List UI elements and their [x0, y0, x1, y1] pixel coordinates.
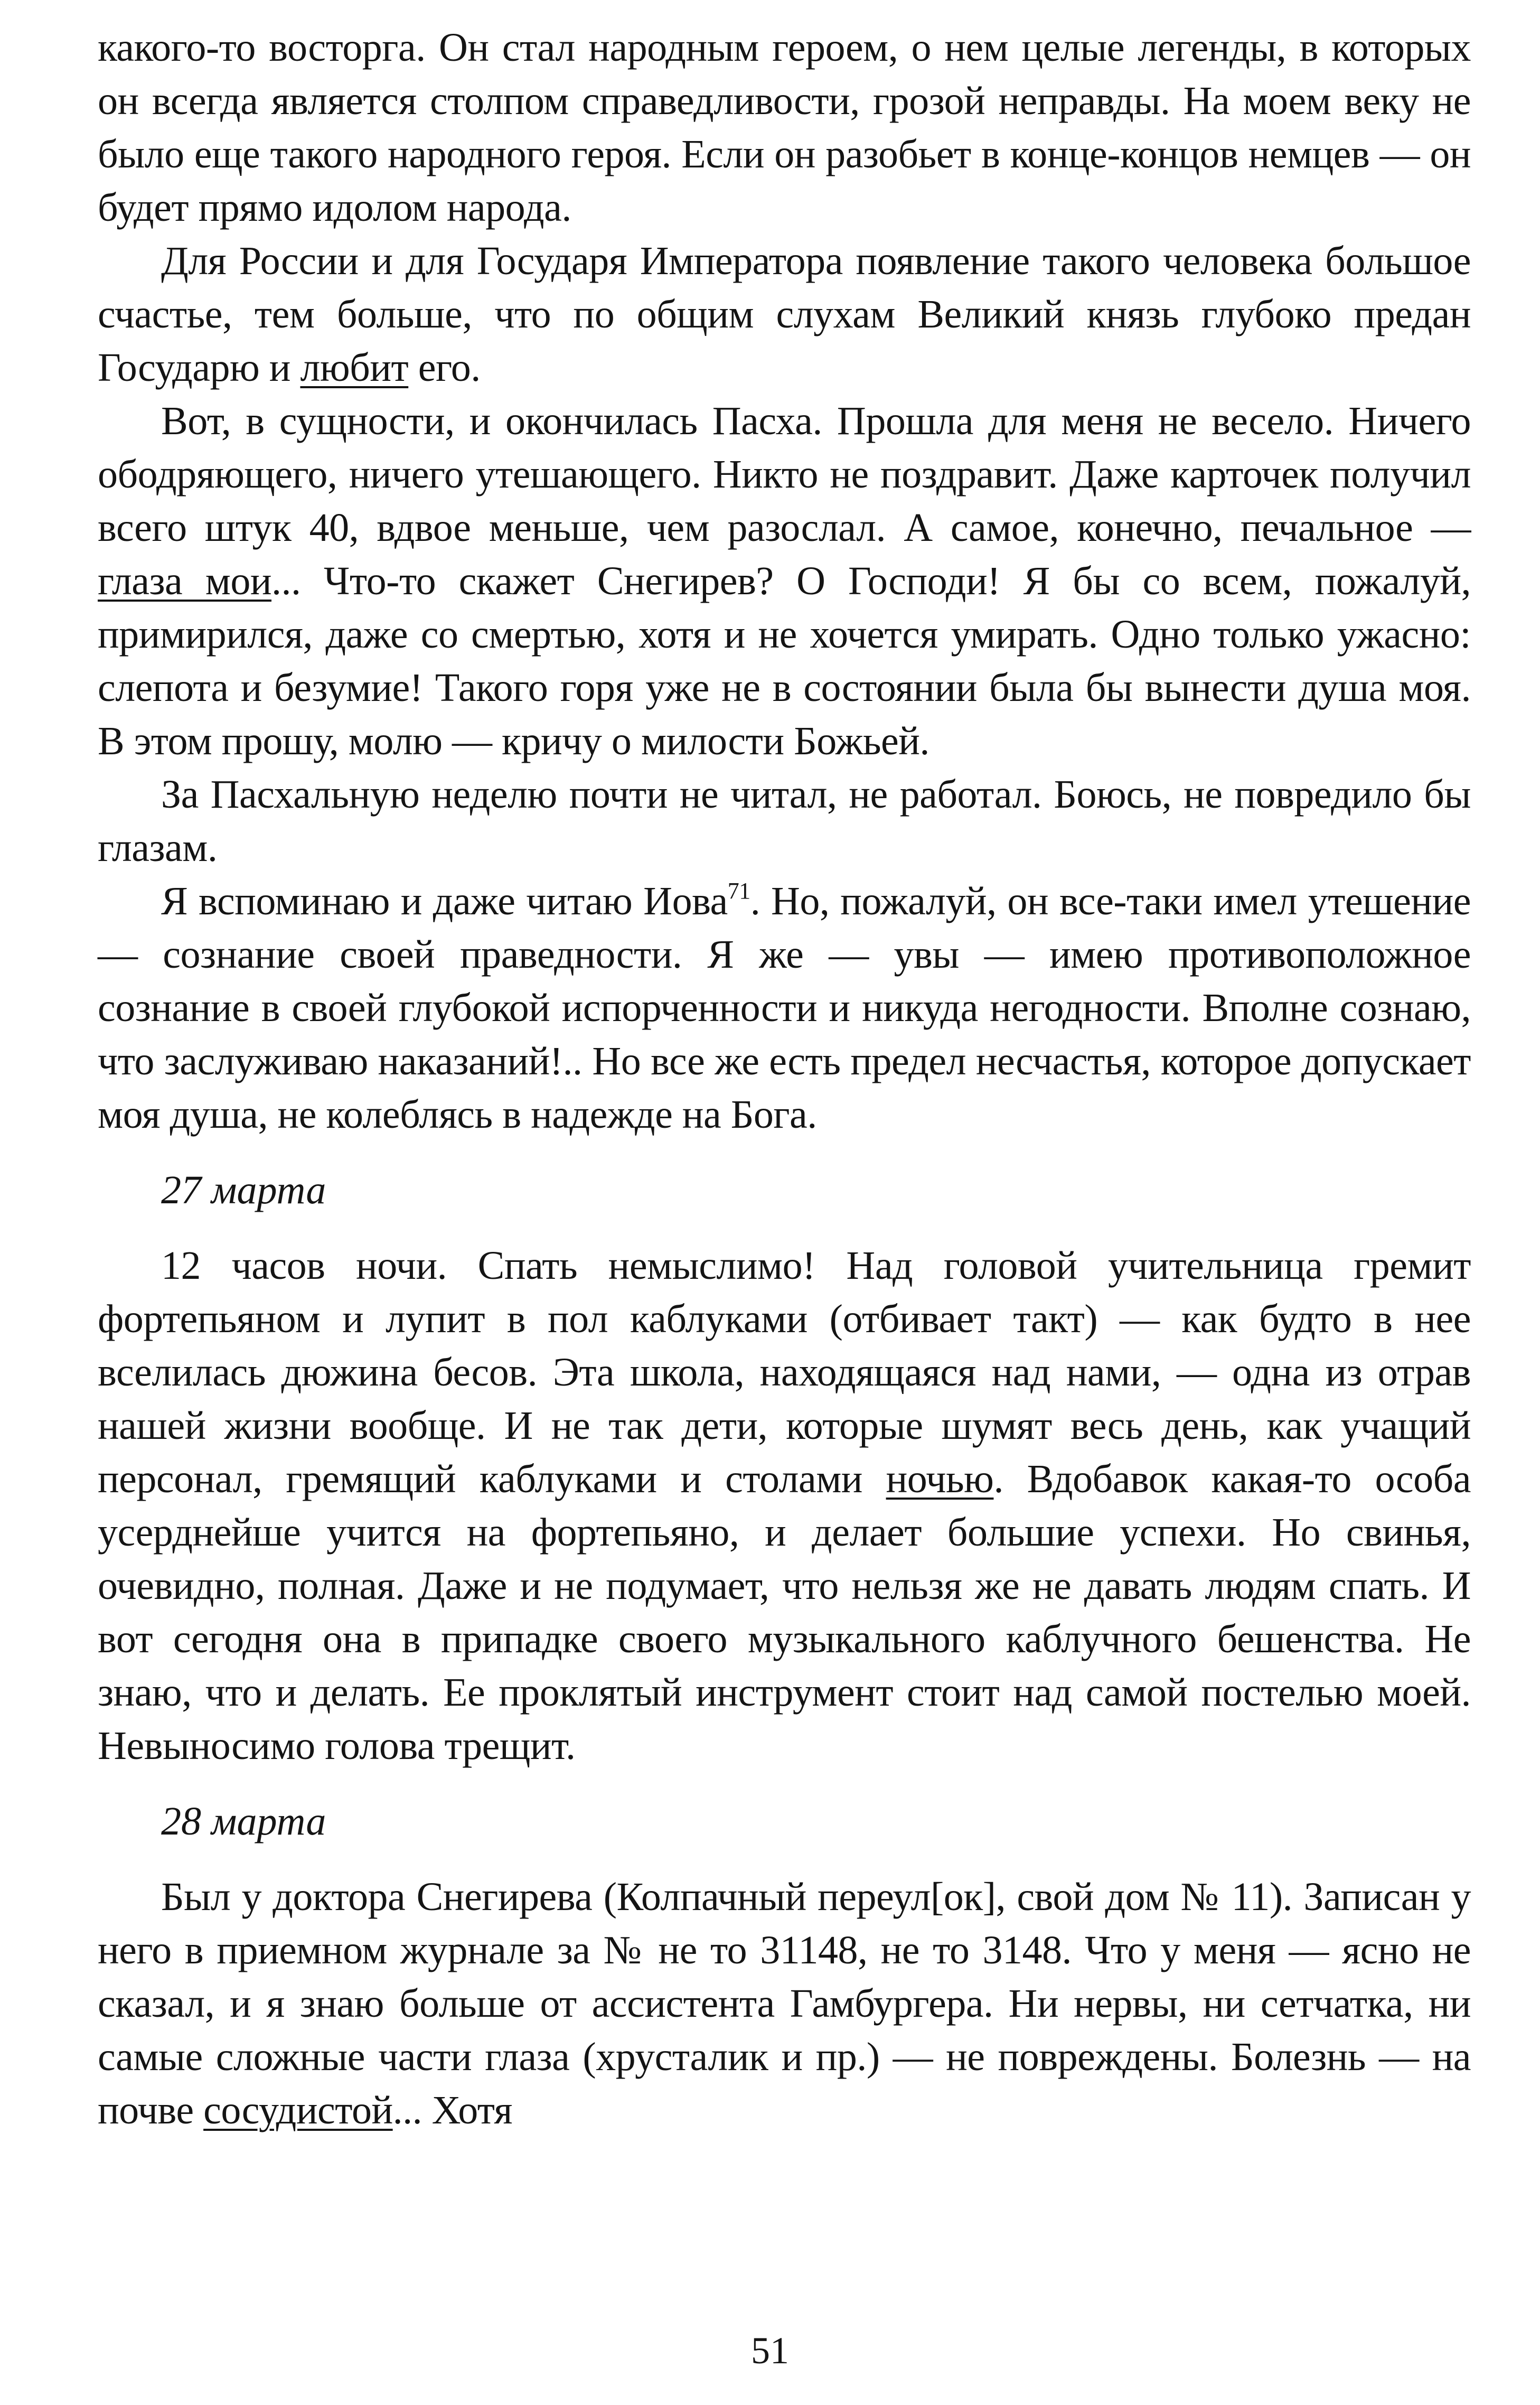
paragraph-6-text-a: 12 часов ночи. Спать немыслимо! Над головой учительница гремит фортепьяном и лупит в пол каблуками (отбивает такт) — как будто в нее вселилась дюжина бесов. Эта школа, находящаяся над нами, — одна из отрав нашей жизни вообще. И не так дети, которые шумят весь день, как учащий персонал, гремящий каблуками и столами — [98, 1243, 1471, 1501]
paragraph-5 — [98, 875, 1471, 1141]
paragraph-6-text-b: . Вдобавок какая-то особа усерднейше учится на фортепьяно, и делает большие успехи. Но свинья, очевидно, полная. Даже и не подумает, что нельзя же не давать людям спать. И вот сегодня она в припадке своего музыкального каблучного бешенства. Не знаю, что и делать. Ее проклятый инструмент стоит над самой постелью моей. Невыносимо голова трещит. — [98, 1457, 1471, 1768]
paragraph-7-text-a: Был у доктора Снегирева (Колпачный переул[ок], свой дом № 11). Записан у него в приемном журнале за № не то 31148, не то 3148. Что у меня — ясно не сказал, и я знаю больше от ассистента Гамбургера. Ни нервы, ни сетчатка, ни самые сложные части глаза (хрусталик и пр.) — не повреждены. Болезнь — на почве — [98, 1875, 1471, 2132]
underlined-word: любит — [300, 345, 409, 390]
underlined-word: сосудистой — [203, 2088, 393, 2132]
paragraph-6 — [98, 1239, 1471, 1773]
paragraph-2 — [98, 235, 1471, 395]
paragraph-3-text-b: ... Что-то скажет Снегирев? О Господи! Я бы со всем, пожалуй, примирился, даже со смертью, хотя и не хочется умирать. Одно только ужасно: слепота и безумие! Такого горя уже не в состоянии была бы вынести душа моя. В этом прошу, молю — кричу о милости Божьей. — [98, 559, 1471, 763]
paragraph-1: какого-то восторга. Он стал народным героем, о нем целые легенды, в которых он всегда является столпом справедливости, грозой неправды. На моем веку не было еще такого народного героя. Если он разобьет в конце-концов немцев — он будет прямо идолом народа. — [98, 25, 1471, 230]
paragraph-4: За Пасхальную неделю почти не читал, не работал. Боюсь, не повредило бы глазам. — [98, 772, 1471, 870]
paragraph-5-text-a: Я вспоминаю и даже читаю Иова — [161, 879, 728, 923]
underlined-phrase: глаза мои — [98, 559, 272, 603]
paragraph-5-text-b: . Но, пожалуй, он все-таки имел утешение — сознание своей праведности. Я же — увы — имею противоположное сознание в своей глубокой испорченности и никуда негодности. Вполне сознаю, что заслуживаю наказаний!.. Но все же есть предел несчастья, которое допускает моя душа, не колеблясь в надежде на Бога. — [98, 879, 1471, 1137]
underlined-word: ночью — [886, 1457, 994, 1501]
paragraph-7 — [98, 1870, 1471, 2137]
paragraph-2-text-a: Для России и для Государя Императора появление такого человека большое счастье, тем больше, что по общим слухам Великий князь глубоко предан Государю и — [98, 239, 1471, 390]
page-number: 51 — [751, 2329, 789, 2372]
footnote-ref: 71 — [727, 878, 750, 904]
paragraph-3 — [98, 395, 1471, 768]
page-body — [98, 21, 1471, 2137]
paragraph-7-text-b: ... Хотя — [392, 2088, 512, 2132]
date-heading-27: 27 марта — [161, 1168, 326, 1212]
paragraph-3-text-a: Вот, в сущности, и окончилась Пасха. Прошла для меня не весело. Ничего ободряющего, ничего утешающего. Никто не поздравит. Даже карточек получил всего штук 40, вдвое меньше, чем разослал. А самое, конечно, печальное — — [98, 399, 1471, 550]
date-heading-28: 28 марта — [161, 1799, 326, 1843]
paragraph-2-text-b: его. — [408, 345, 481, 390]
